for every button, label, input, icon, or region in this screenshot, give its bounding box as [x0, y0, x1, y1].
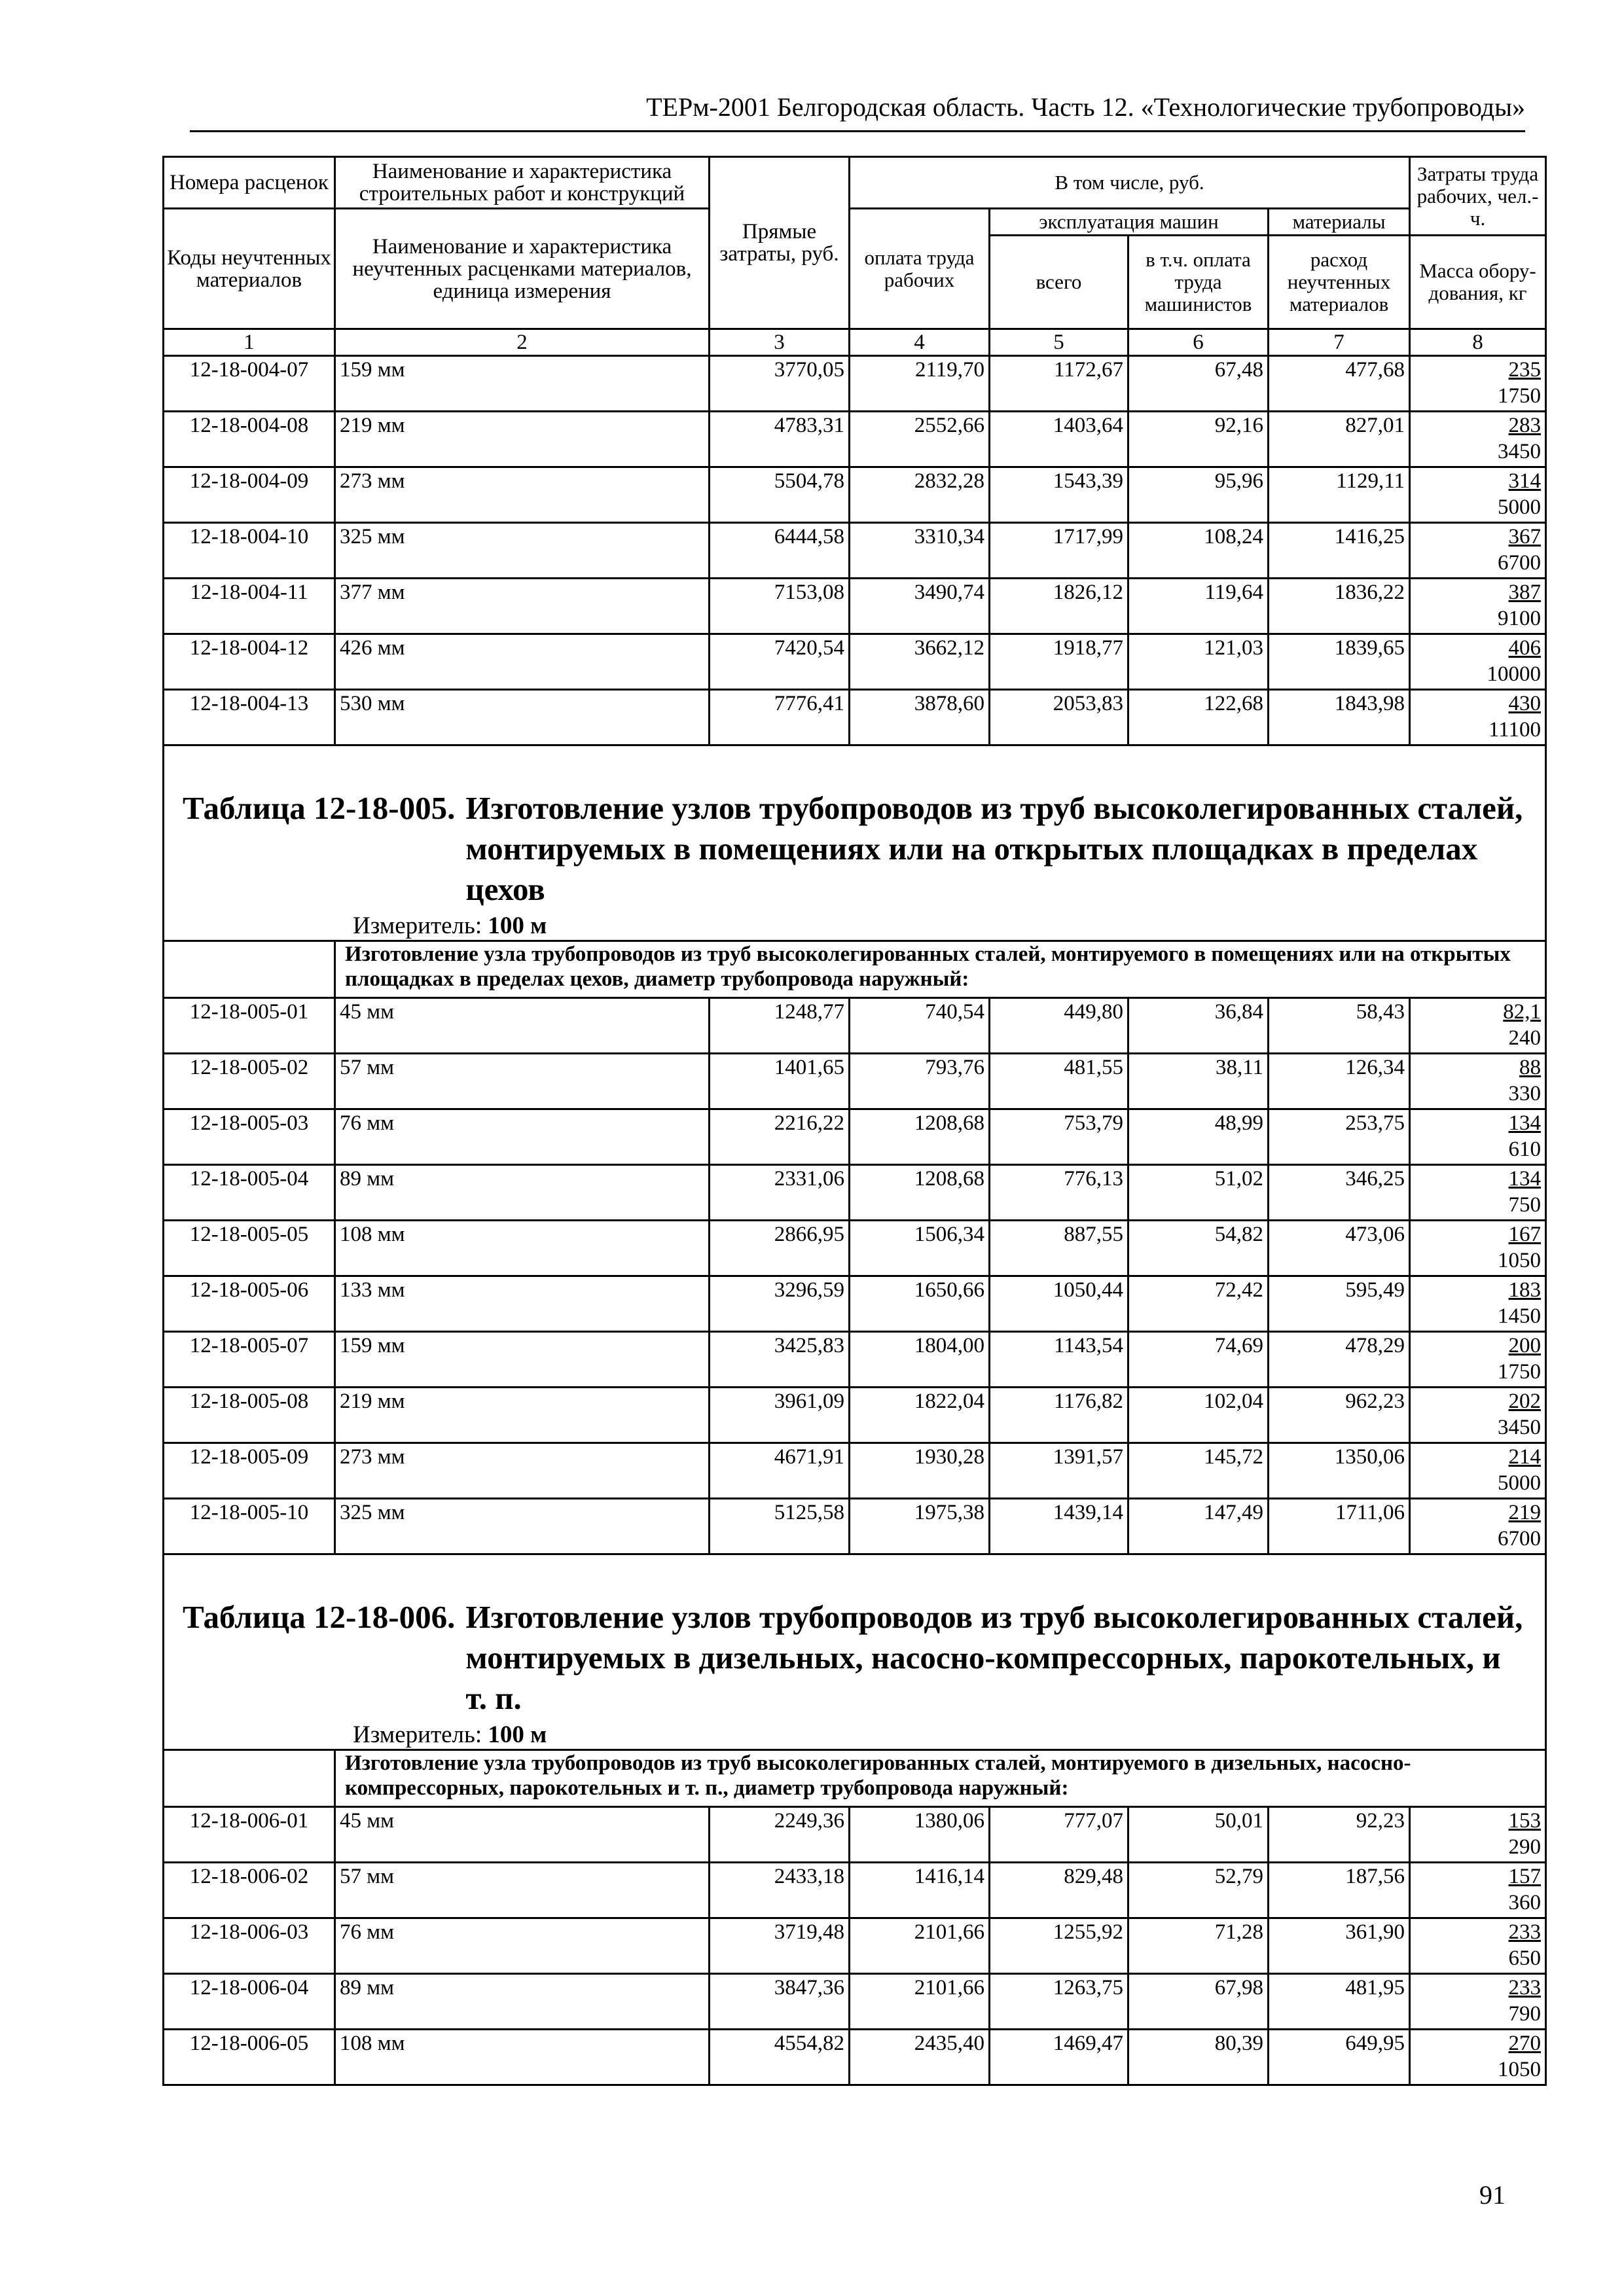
group-code-cell	[164, 941, 335, 998]
labor-pay-cell: 1650,66	[850, 1276, 990, 1332]
materials-cell: 827,01	[1269, 412, 1410, 467]
table-row	[164, 1443, 1546, 1499]
materials-cell: 1711,06	[1269, 1499, 1410, 1554]
rate-code-cell: 12-18-006-02	[164, 1863, 335, 1918]
equipment-mass: 1750	[1498, 384, 1542, 408]
equipment-mass: 290	[1508, 1835, 1542, 1859]
machinist-pay-cell: 121,03	[1128, 634, 1269, 690]
labor-mass-cell	[1410, 1443, 1546, 1499]
machinist-pay-cell: 54,82	[1128, 1221, 1269, 1276]
equipment-mass: 3450	[1498, 1416, 1542, 1439]
labor-hours: 235	[1508, 358, 1542, 382]
table-row	[164, 467, 1546, 523]
labor-pay-cell: 2552,66	[850, 412, 990, 467]
col-material-usage-header: расход неучтенных материалов	[1269, 236, 1410, 329]
col-direct-header: Прямые затраты, руб.	[710, 157, 850, 329]
equipment-mass: 330	[1508, 1082, 1542, 1105]
machines-total-cell: 753,79	[990, 1109, 1128, 1165]
table-row	[164, 1863, 1546, 1918]
labor-pay-cell: 1208,68	[850, 1109, 990, 1165]
materials-cell: 361,90	[1269, 1918, 1410, 1974]
col-number: 7	[1269, 329, 1410, 356]
materials-cell: 346,25	[1269, 1165, 1410, 1221]
labor-pay-cell: 1380,06	[850, 1807, 990, 1863]
materials-cell: 962,23	[1269, 1388, 1410, 1443]
rate-code-cell: 12-18-005-02	[164, 1054, 335, 1109]
equipment-mass: 750	[1508, 1193, 1542, 1217]
measure-value: 100 м	[488, 912, 547, 939]
measure-unit	[353, 912, 1541, 940]
table-row	[164, 1499, 1546, 1554]
direct-cost-cell: 4783,31	[710, 412, 850, 467]
labor-hours: 153	[1508, 1809, 1542, 1833]
materials-cell: 1836,22	[1269, 579, 1410, 634]
direct-cost-cell: 3425,83	[710, 1332, 850, 1388]
rate-code-cell: 12-18-004-08	[164, 412, 335, 467]
labor-mass-cell	[1410, 467, 1546, 523]
labor-hours: 406	[1508, 636, 1542, 660]
machinist-pay-cell: 80,39	[1128, 2030, 1269, 2085]
col-number: 5	[990, 329, 1128, 356]
rate-code-cell: 12-18-005-03	[164, 1109, 335, 1165]
direct-cost-cell: 3961,09	[710, 1388, 850, 1443]
machinist-pay-cell: 71,28	[1128, 1918, 1269, 1974]
col-number: 1	[164, 329, 335, 356]
labor-mass-cell	[1410, 1221, 1546, 1276]
rate-code-cell: 12-18-006-01	[164, 1807, 335, 1863]
machinist-pay-cell: 122,68	[1128, 690, 1269, 745]
labor-pay-cell: 2119,70	[850, 356, 990, 412]
work-name-cell: 325 мм	[335, 523, 710, 579]
labor-pay-cell: 3662,12	[850, 634, 990, 690]
labor-hours: 314	[1508, 469, 1542, 493]
machinist-pay-cell: 74,69	[1128, 1332, 1269, 1388]
materials-cell: 1416,25	[1269, 523, 1410, 579]
rate-code-cell: 12-18-005-04	[164, 1165, 335, 1221]
labor-hours: 214	[1508, 1445, 1542, 1469]
labor-hours: 270	[1508, 2032, 1542, 2055]
col-machines-total-header: всего	[990, 236, 1128, 329]
work-name-cell: 45 мм	[335, 998, 710, 1054]
materials-cell: 649,95	[1269, 2030, 1410, 2085]
materials-cell: 481,95	[1269, 1974, 1410, 2030]
labor-pay-cell: 1822,04	[850, 1388, 990, 1443]
labor-mass-cell	[1410, 998, 1546, 1054]
labor-mass-cell	[1410, 1388, 1546, 1443]
section-title	[183, 1597, 1541, 1719]
table-row	[164, 1807, 1546, 1863]
labor-hours: 82,1	[1503, 1000, 1542, 1024]
rate-code-cell: 12-18-005-07	[164, 1332, 335, 1388]
col-number: 3	[710, 329, 850, 356]
col-labor-header: Затраты труда рабочих, чел.-ч.	[1410, 157, 1546, 236]
machinist-pay-cell: 51,02	[1128, 1165, 1269, 1221]
section-title	[183, 788, 1541, 910]
machines-total-cell: 1263,75	[990, 1974, 1128, 2030]
labor-hours: 157	[1508, 1865, 1542, 1888]
machines-total-cell: 1391,57	[990, 1443, 1128, 1499]
work-name-cell: 76 мм	[335, 1109, 710, 1165]
work-name-cell: 325 мм	[335, 1499, 710, 1554]
labor-hours: 202	[1508, 1390, 1542, 1413]
work-name-cell: 273 мм	[335, 467, 710, 523]
work-name-cell: 89 мм	[335, 1165, 710, 1221]
labor-mass-cell	[1410, 1863, 1546, 1918]
labor-pay-cell: 3878,60	[850, 690, 990, 745]
labor-hours: 167	[1508, 1223, 1542, 1246]
direct-cost-cell: 1248,77	[710, 998, 850, 1054]
labor-mass-cell	[1410, 1332, 1546, 1388]
measure-value: 100 м	[488, 1721, 547, 1748]
equipment-mass: 3450	[1498, 440, 1542, 463]
col-machines-header: эксплуатация машин	[990, 209, 1269, 236]
labor-pay-cell: 1975,38	[850, 1499, 990, 1554]
direct-cost-cell: 3296,59	[710, 1276, 850, 1332]
rate-code-cell: 12-18-004-10	[164, 523, 335, 579]
equipment-mass: 650	[1508, 1946, 1542, 1970]
rate-code-cell: 12-18-004-07	[164, 356, 335, 412]
table-row	[164, 1165, 1546, 1221]
labor-mass-cell	[1410, 412, 1546, 467]
machines-total-cell: 481,55	[990, 1054, 1128, 1109]
equipment-mass: 10000	[1487, 662, 1542, 686]
materials-cell: 478,29	[1269, 1332, 1410, 1388]
materials-cell: 187,56	[1269, 1863, 1410, 1918]
rate-code-cell: 12-18-005-05	[164, 1221, 335, 1276]
rate-code-cell: 12-18-005-08	[164, 1388, 335, 1443]
machines-total-cell: 1403,64	[990, 412, 1128, 467]
table-row	[164, 1918, 1546, 1974]
direct-cost-cell: 7776,41	[710, 690, 850, 745]
work-name-cell: 89 мм	[335, 1974, 710, 2030]
rate-code-cell: 12-18-004-12	[164, 634, 335, 690]
labor-pay-cell: 1930,28	[850, 1443, 990, 1499]
direct-cost-cell: 2216,22	[710, 1109, 850, 1165]
work-name-cell: 76 мм	[335, 1918, 710, 1974]
work-name-cell: 45 мм	[335, 1807, 710, 1863]
labor-pay-cell: 2101,66	[850, 1974, 990, 2030]
table-row	[164, 1974, 1546, 2030]
labor-mass-cell	[1410, 1276, 1546, 1332]
machines-total-cell: 887,55	[990, 1221, 1128, 1276]
machinist-pay-cell: 72,42	[1128, 1276, 1269, 1332]
table-row	[164, 634, 1546, 690]
labor-hours: 283	[1508, 414, 1542, 437]
machines-total-cell: 1439,14	[990, 1499, 1128, 1554]
column-numbers-row	[164, 329, 1546, 356]
table-row	[164, 356, 1546, 412]
equipment-mass: 790	[1508, 2002, 1542, 2026]
equipment-mass: 5000	[1498, 1471, 1542, 1495]
col-number: 8	[1410, 329, 1546, 356]
col-number: 2	[335, 329, 710, 356]
machinist-pay-cell: 38,11	[1128, 1054, 1269, 1109]
machines-total-cell: 1255,92	[990, 1918, 1128, 1974]
materials-cell: 126,34	[1269, 1054, 1410, 1109]
machines-total-cell: 1717,99	[990, 523, 1128, 579]
col-materials-header: материалы	[1269, 209, 1410, 236]
col-incl-header: В том числе, руб.	[850, 157, 1410, 209]
work-name-cell: 377 мм	[335, 579, 710, 634]
equipment-mass: 360	[1508, 1891, 1542, 1914]
equipment-mass: 11100	[1488, 718, 1542, 742]
labor-mass-cell	[1410, 1807, 1546, 1863]
machines-total-cell: 1050,44	[990, 1276, 1128, 1332]
work-name-cell: 57 мм	[335, 1054, 710, 1109]
materials-cell: 1129,11	[1269, 467, 1410, 523]
equipment-mass: 5000	[1498, 495, 1542, 519]
table-row	[164, 1221, 1546, 1276]
rate-code-cell: 12-18-006-04	[164, 1974, 335, 2030]
direct-cost-cell: 5504,78	[710, 467, 850, 523]
table-row	[164, 523, 1546, 579]
table-row	[164, 1109, 1546, 1165]
labor-hours: 430	[1508, 692, 1542, 715]
measure-label: Измеритель:	[353, 1721, 482, 1748]
labor-pay-cell: 2832,28	[850, 467, 990, 523]
rows-table-004	[164, 356, 1546, 745]
machines-total-cell: 1176,82	[990, 1388, 1128, 1443]
labor-hours: 233	[1508, 1976, 1542, 2000]
machinist-pay-cell: 119,64	[1128, 579, 1269, 634]
materials-cell: 595,49	[1269, 1276, 1410, 1332]
col-mass-header: Масса обору-дования, кг	[1410, 236, 1546, 329]
section-table-005	[164, 745, 1546, 998]
work-name-cell: 219 мм	[335, 1388, 710, 1443]
work-name-cell: 219 мм	[335, 412, 710, 467]
direct-cost-cell: 7153,08	[710, 579, 850, 634]
equipment-mass: 9100	[1498, 607, 1542, 630]
labor-pay-cell: 1416,14	[850, 1863, 990, 1918]
direct-cost-cell: 1401,65	[710, 1054, 850, 1109]
equipment-mass: 1050	[1498, 2058, 1542, 2081]
materials-cell: 92,23	[1269, 1807, 1410, 1863]
table-header	[164, 157, 1546, 356]
machinist-pay-cell: 67,48	[1128, 356, 1269, 412]
rate-code-cell: 12-18-005-10	[164, 1499, 335, 1554]
equipment-mass: 6700	[1498, 551, 1542, 575]
table-row	[164, 1054, 1546, 1109]
rate-code-cell: 12-18-004-11	[164, 579, 335, 634]
group-row	[164, 941, 1546, 998]
rate-code-cell: 12-18-004-13	[164, 690, 335, 745]
rate-code-cell: 12-18-005-01	[164, 998, 335, 1054]
labor-pay-cell: 1208,68	[850, 1165, 990, 1221]
labor-hours: 88	[1519, 1056, 1542, 1079]
labor-mass-cell	[1410, 1165, 1546, 1221]
machines-total-cell: 2053,83	[990, 690, 1128, 745]
labor-mass-cell	[1410, 1974, 1546, 2030]
labor-mass-cell	[1410, 634, 1546, 690]
measure-label: Измеритель:	[353, 912, 482, 939]
equipment-mass: 6700	[1498, 1527, 1542, 1551]
machinist-pay-cell: 108,24	[1128, 523, 1269, 579]
labor-pay-cell: 2435,40	[850, 2030, 990, 2085]
materials-cell: 473,06	[1269, 1221, 1410, 1276]
section-heading	[164, 745, 1546, 941]
labor-pay-cell: 3310,34	[850, 523, 990, 579]
labor-mass-cell	[1410, 2030, 1546, 2085]
table-row	[164, 1276, 1546, 1332]
labor-hours: 183	[1508, 1278, 1542, 1302]
table-title: Изготовление узлов трубопроводов из труб высоколегированных сталей, монтируемых в помещениях или на открытых площадках в пределах цехов	[465, 790, 1523, 907]
labor-hours: 233	[1508, 1920, 1542, 1944]
table-label: Таблица 12-18-005.	[183, 790, 456, 826]
machines-total-cell: 829,48	[990, 1863, 1128, 1918]
measure-unit	[353, 1721, 1541, 1749]
machinist-pay-cell: 145,72	[1128, 1443, 1269, 1499]
machines-total-cell: 1172,67	[990, 356, 1128, 412]
work-name-cell: 108 мм	[335, 2030, 710, 2085]
machines-total-cell: 1918,77	[990, 634, 1128, 690]
machines-total-cell: 1143,54	[990, 1332, 1128, 1388]
table-row	[164, 690, 1546, 745]
col-code-header: Номера расценок	[164, 157, 335, 209]
direct-cost-cell: 7420,54	[710, 634, 850, 690]
machines-total-cell: 1469,47	[990, 2030, 1128, 2085]
labor-hours: 367	[1508, 525, 1542, 548]
direct-cost-cell: 2249,36	[710, 1807, 850, 1863]
labor-mass-cell	[1410, 1499, 1546, 1554]
labor-pay-cell: 740,54	[850, 998, 990, 1054]
labor-mass-cell	[1410, 523, 1546, 579]
materials-cell: 1843,98	[1269, 690, 1410, 745]
equipment-mass: 1450	[1498, 1304, 1542, 1328]
equipment-mass: 240	[1508, 1026, 1542, 1050]
col-material-name-header: Наименование и характеристика неучтенных расценками материалов, единица измерения	[335, 209, 710, 329]
labor-hours: 219	[1508, 1501, 1542, 1524]
direct-cost-cell: 2866,95	[710, 1221, 850, 1276]
group-row	[164, 1750, 1546, 1807]
work-name-cell: 159 мм	[335, 1332, 710, 1388]
rate-code-cell: 12-18-005-09	[164, 1443, 335, 1499]
machinist-pay-cell: 147,49	[1128, 1499, 1269, 1554]
materials-cell: 477,68	[1269, 356, 1410, 412]
table-row	[164, 1388, 1546, 1443]
labor-hours: 200	[1508, 1334, 1542, 1357]
rate-code-cell: 12-18-005-06	[164, 1276, 335, 1332]
machinist-pay-cell: 48,99	[1128, 1109, 1269, 1165]
equipment-mass: 1750	[1498, 1360, 1542, 1384]
direct-cost-cell: 2331,06	[710, 1165, 850, 1221]
table-row	[164, 998, 1546, 1054]
table-row	[164, 412, 1546, 467]
machines-total-cell: 1826,12	[990, 579, 1128, 634]
direct-cost-cell: 2433,18	[710, 1863, 850, 1918]
machinist-pay-cell: 92,16	[1128, 412, 1269, 467]
rows-table-005	[164, 998, 1546, 1554]
section-heading	[164, 1554, 1546, 1750]
equipment-mass: 1050	[1498, 1249, 1542, 1272]
labor-hours: 134	[1508, 1111, 1542, 1135]
labor-mass-cell	[1410, 356, 1546, 412]
work-name-cell: 159 мм	[335, 356, 710, 412]
work-name-cell: 57 мм	[335, 1863, 710, 1918]
labor-pay-cell: 2101,66	[850, 1918, 990, 1974]
equipment-mass: 610	[1508, 1138, 1542, 1161]
machinist-pay-cell: 95,96	[1128, 467, 1269, 523]
labor-mass-cell	[1410, 1918, 1546, 1974]
labor-hours: 134	[1508, 1167, 1542, 1191]
labor-pay-cell: 793,76	[850, 1054, 990, 1109]
page-number: 91	[1479, 2180, 1506, 2210]
machinist-pay-cell: 50,01	[1128, 1807, 1269, 1863]
machinist-pay-cell: 102,04	[1128, 1388, 1269, 1443]
table-row	[164, 579, 1546, 634]
work-name-cell: 108 мм	[335, 1221, 710, 1276]
work-name-cell: 133 мм	[335, 1276, 710, 1332]
direct-cost-cell: 5125,58	[710, 1499, 850, 1554]
machinist-pay-cell: 52,79	[1128, 1863, 1269, 1918]
materials-cell: 1839,65	[1269, 634, 1410, 690]
materials-cell: 253,75	[1269, 1109, 1410, 1165]
rate-code-cell: 12-18-004-09	[164, 467, 335, 523]
group-description: Изготовление узла трубопроводов из труб высоколегированных сталей, монтируемого в помещениях или на открытых площадках в пределах цехов, диаметр трубопровода наружный:	[335, 941, 1546, 998]
work-name-cell: 273 мм	[335, 1443, 710, 1499]
labor-pay-cell: 1804,00	[850, 1332, 990, 1388]
direct-cost-cell: 3770,05	[710, 356, 850, 412]
labor-mass-cell	[1410, 1109, 1546, 1165]
machinist-pay-cell: 67,98	[1128, 1974, 1269, 2030]
col-machinist-pay-header: в т.ч. оплата труда машинистов	[1128, 236, 1269, 329]
table-title: Изготовление узлов трубопроводов из труб высоколегированных сталей, монтируемых в дизельных, насосно-компрессорных, парокотельных, и т. п.	[465, 1599, 1523, 1716]
group-description: Изготовление узла трубопроводов из труб высоколегированных сталей, монтируемого в дизельных, насосно-компрессорных, парокотельных и т. п., диаметр трубопровода наружный:	[335, 1750, 1546, 1807]
labor-mass-cell	[1410, 579, 1546, 634]
machinist-pay-cell: 36,84	[1128, 998, 1269, 1054]
labor-mass-cell	[1410, 1054, 1546, 1109]
col-name-header: Наименование и характеристика строительных работ и конструкций	[335, 157, 710, 209]
rows-table-006	[164, 1807, 1546, 2085]
work-name-cell: 426 мм	[335, 634, 710, 690]
machines-total-cell: 777,07	[990, 1807, 1128, 1863]
rate-code-cell: 12-18-006-05	[164, 2030, 335, 2085]
section-table-006	[164, 1554, 1546, 1807]
col-labor-pay-header: оплата труда рабочих	[850, 209, 990, 329]
col-number: 4	[850, 329, 990, 356]
col-material-code-header: Коды неучтенных материалов	[164, 209, 335, 329]
materials-cell: 1350,06	[1269, 1443, 1410, 1499]
labor-pay-cell: 3490,74	[850, 579, 990, 634]
group-code-cell	[164, 1750, 335, 1807]
table-row	[164, 1332, 1546, 1388]
work-name-cell: 530 мм	[335, 690, 710, 745]
table-row	[164, 2030, 1546, 2085]
table-label: Таблица 12-18-006.	[183, 1599, 456, 1635]
direct-cost-cell: 3719,48	[710, 1918, 850, 1974]
running-header: ТЕРм-2001 Белгородская область. Часть 12. «Технологические трубопроводы»	[190, 92, 1525, 132]
machines-total-cell: 449,80	[990, 998, 1128, 1054]
labor-pay-cell: 1506,34	[850, 1221, 990, 1276]
labor-mass-cell	[1410, 690, 1546, 745]
col-number: 6	[1128, 329, 1269, 356]
direct-cost-cell: 6444,58	[710, 523, 850, 579]
labor-hours: 387	[1508, 581, 1542, 604]
machines-total-cell: 776,13	[990, 1165, 1128, 1221]
direct-cost-cell: 4671,91	[710, 1443, 850, 1499]
price-table	[162, 156, 1547, 2086]
direct-cost-cell: 3847,36	[710, 1974, 850, 2030]
rate-code-cell: 12-18-006-03	[164, 1918, 335, 1974]
materials-cell: 58,43	[1269, 998, 1410, 1054]
direct-cost-cell: 4554,82	[710, 2030, 850, 2085]
machines-total-cell: 1543,39	[990, 467, 1128, 523]
